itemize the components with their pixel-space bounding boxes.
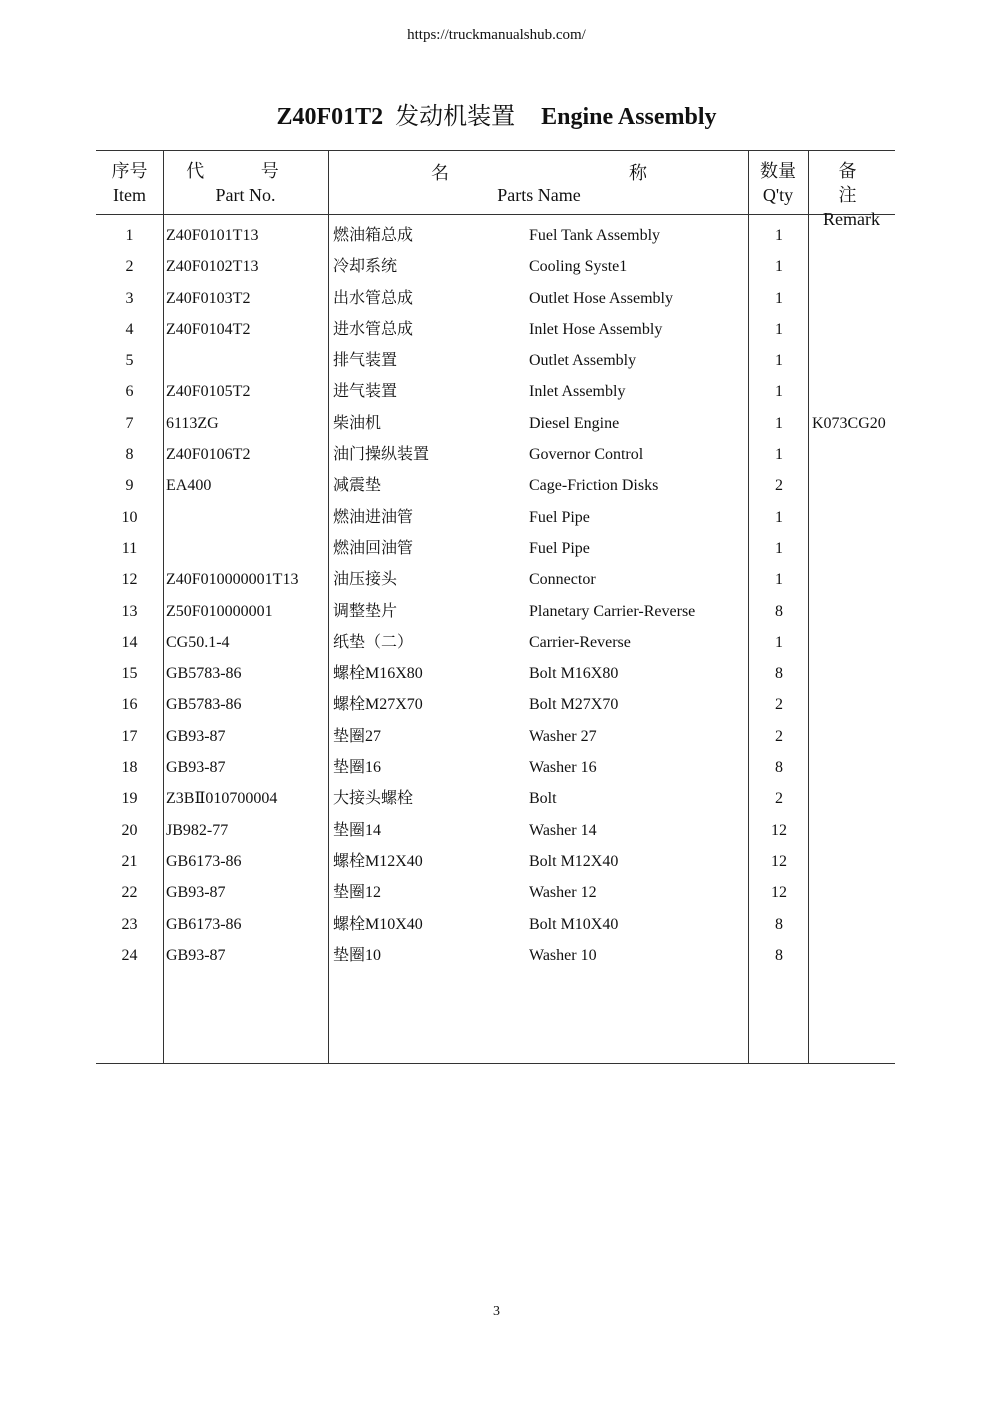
row-item-number: 2 xyxy=(125,258,134,276)
row-item-number: 22 xyxy=(121,884,138,902)
table-row xyxy=(96,283,895,314)
row-part-number: EA400 xyxy=(166,477,212,495)
row-name-english: Carrier-Reverse xyxy=(529,633,631,651)
row-name-english: Bolt M27X70 xyxy=(529,696,619,714)
row-part-number: Z50F010000001 xyxy=(166,602,273,620)
table-row xyxy=(96,783,895,814)
row-name-chinese: 螺栓M12X40 xyxy=(333,852,423,870)
title-chinese: 发动机装置 xyxy=(395,104,516,130)
table-row xyxy=(96,596,895,627)
row-item-number: 6 xyxy=(125,383,134,401)
row-part-number: Z3BⅡ010700004 xyxy=(166,790,278,808)
row-quantity: 8 xyxy=(775,665,783,683)
table-row xyxy=(96,502,895,533)
table-row xyxy=(96,220,895,251)
row-item-number: 7 xyxy=(125,414,134,432)
header-name-en: Parts Name xyxy=(497,185,581,205)
row-quantity: 1 xyxy=(775,633,783,651)
header-qty xyxy=(748,159,808,207)
row-item-number: 14 xyxy=(121,633,138,651)
table-row xyxy=(96,658,895,689)
row-name-english: Washer 16 xyxy=(529,759,597,777)
row-quantity: 1 xyxy=(775,508,783,526)
row-item-number: 15 xyxy=(121,665,138,683)
row-part-number: Z40F0104T2 xyxy=(166,320,251,338)
row-part-number: JB982-77 xyxy=(166,821,229,839)
header-name-cn-left: 名 xyxy=(431,163,449,183)
row-name-english: Bolt xyxy=(529,790,557,808)
table-row xyxy=(96,251,895,282)
header-item-cn: 序号 xyxy=(111,161,148,181)
row-item-number: 9 xyxy=(125,477,134,495)
row-name-english: Washer 27 xyxy=(529,727,597,745)
row-quantity: 1 xyxy=(775,571,783,589)
row-item-number: 23 xyxy=(121,915,138,933)
row-quantity: 1 xyxy=(775,227,783,244)
table-row xyxy=(96,376,895,407)
row-part-number: GB93-87 xyxy=(166,946,226,964)
header-item-en: Item xyxy=(113,185,146,205)
row-name-english: Cooling Syste1 xyxy=(529,258,628,276)
table-row xyxy=(96,877,895,908)
row-quantity: 1 xyxy=(775,352,783,370)
row-item-number: 19 xyxy=(121,790,138,808)
row-quantity: 12 xyxy=(771,852,787,870)
row-name-english: Outlet Assembly xyxy=(529,352,637,370)
header-divider xyxy=(96,214,895,215)
table-row xyxy=(96,533,895,564)
row-quantity: 2 xyxy=(775,727,783,745)
row-item-number: 3 xyxy=(125,289,134,307)
row-name-chinese: 螺栓M27X70 xyxy=(333,696,423,714)
parts-table xyxy=(96,150,895,1064)
row-name-english: Washer 12 xyxy=(529,884,597,902)
table-body xyxy=(96,220,895,971)
row-name-chinese: 进气装置 xyxy=(333,383,398,401)
row-name-chinese: 垫圈16 xyxy=(333,759,382,777)
row-name-chinese: 大接头螺栓 xyxy=(333,790,414,808)
row-name-english: Planetary Carrier-Reverse xyxy=(529,602,696,620)
row-quantity: 8 xyxy=(775,602,783,620)
row-name-chinese: 进水管总成 xyxy=(333,320,414,338)
row-item-number: 1 xyxy=(125,227,134,244)
row-name-english: Fuel Pipe xyxy=(529,539,590,557)
row-item-number: 11 xyxy=(121,539,138,557)
table-row xyxy=(96,345,895,376)
table-row xyxy=(96,564,895,595)
row-quantity: 8 xyxy=(775,759,783,777)
header-remark-cn: 备 注 xyxy=(838,161,877,205)
header-qty-en: Q'ty xyxy=(762,185,794,205)
row-quantity: 8 xyxy=(775,946,783,964)
row-name-chinese: 垫圈27 xyxy=(333,727,382,745)
table-row xyxy=(96,752,895,783)
row-name-chinese: 减震垫 xyxy=(333,477,382,495)
row-name-chinese: 排气装置 xyxy=(333,352,398,370)
row-name-chinese: 油压接头 xyxy=(333,571,398,589)
page-number: 3 xyxy=(493,1304,500,1319)
row-part-number: GB5783-86 xyxy=(166,696,242,714)
row-part-number: 6113ZG xyxy=(166,414,219,432)
header-qty-cn: 数量 xyxy=(760,161,796,181)
row-name-chinese: 螺栓M10X40 xyxy=(333,915,423,933)
row-name-chinese: 出水管总成 xyxy=(333,289,414,307)
row-quantity: 1 xyxy=(775,414,783,432)
row-item-number: 17 xyxy=(121,727,138,745)
table-row xyxy=(96,439,895,470)
header-name-cn-right: 称 xyxy=(629,163,647,183)
row-item-number: 10 xyxy=(121,508,138,526)
row-quantity: 1 xyxy=(775,320,783,338)
row-item-number: 12 xyxy=(121,571,138,589)
row-name-english: Fuel Pipe xyxy=(529,508,590,526)
row-name-chinese: 油门操纵装置 xyxy=(333,446,430,464)
row-name-english: Bolt M10X40 xyxy=(529,915,619,933)
row-name-english: Governor Control xyxy=(529,446,644,464)
row-quantity: 12 xyxy=(771,821,787,839)
row-name-chinese: 调整垫片 xyxy=(333,602,398,620)
source-url[interactable]: https://truckmanualshub.com/ xyxy=(407,27,586,43)
title-code: Z40F01T2 xyxy=(276,104,384,130)
row-part-number: Z40F0102T13 xyxy=(166,258,259,276)
row-part-number: Z40F0106T2 xyxy=(166,446,251,464)
row-part-number: GB6173-86 xyxy=(166,852,242,870)
header-part-en: Part No. xyxy=(215,185,276,205)
row-item-number: 8 xyxy=(125,446,134,464)
row-quantity: 2 xyxy=(775,477,783,495)
row-name-chinese: 燃油回油管 xyxy=(333,539,414,557)
table-row xyxy=(96,940,895,971)
table-row xyxy=(96,721,895,752)
row-part-number: GB93-87 xyxy=(166,727,226,745)
row-quantity: 8 xyxy=(775,915,783,933)
row-item-number: 4 xyxy=(125,320,134,338)
header-part xyxy=(163,159,328,207)
header-remark-en: Remark xyxy=(823,209,880,229)
row-part-number: Z40F0101T13 xyxy=(166,227,259,244)
row-quantity: 1 xyxy=(775,383,783,401)
row-name-english: Fuel Tank Assembly xyxy=(529,227,661,244)
row-part-number: GB6173-86 xyxy=(166,915,242,933)
row-name-english: Diesel Engine xyxy=(529,414,620,432)
row-item-number: 24 xyxy=(121,946,138,964)
header-part-cn: 代 号 xyxy=(186,161,305,181)
table-row xyxy=(96,470,895,501)
row-part-number: CG50.1-4 xyxy=(166,633,230,651)
table-row xyxy=(96,314,895,345)
row-name-english: Inlet Hose Assembly xyxy=(529,320,663,338)
row-name-chinese: 冷却系统 xyxy=(333,258,398,276)
row-name-english: Washer 10 xyxy=(529,946,597,964)
table-row xyxy=(96,408,895,439)
row-name-chinese: 纸垫（二） xyxy=(333,633,414,651)
row-part-number: GB5783-86 xyxy=(166,665,242,683)
row-item-number: 20 xyxy=(121,821,138,839)
row-name-chinese: 螺栓M16X80 xyxy=(333,665,423,683)
row-name-english: Washer 14 xyxy=(529,821,597,839)
row-quantity: 2 xyxy=(775,790,783,808)
table-row xyxy=(96,846,895,877)
row-remark: K073CG20 xyxy=(812,414,886,432)
row-item-number: 18 xyxy=(121,759,138,777)
header-item xyxy=(96,159,163,207)
row-quantity: 2 xyxy=(775,696,783,714)
row-item-number: 13 xyxy=(121,602,138,620)
row-name-english: Bolt M16X80 xyxy=(529,665,619,683)
page-title xyxy=(0,96,993,131)
row-quantity: 1 xyxy=(775,446,783,464)
row-name-english: Outlet Hose Assembly xyxy=(529,289,673,307)
table-row xyxy=(96,627,895,658)
row-quantity: 1 xyxy=(775,258,783,276)
row-name-english: Bolt M12X40 xyxy=(529,852,619,870)
row-name-english: Cage-Friction Disks xyxy=(529,477,659,495)
row-name-english: Inlet Assembly xyxy=(529,383,626,401)
row-part-number: Z40F010000001T13 xyxy=(166,571,299,589)
row-name-chinese: 垫圈12 xyxy=(333,884,382,902)
row-part-number: Z40F0103T2 xyxy=(166,289,251,307)
row-name-chinese: 燃油箱总成 xyxy=(333,227,414,244)
row-item-number: 16 xyxy=(121,696,138,714)
row-quantity: 1 xyxy=(775,289,783,307)
table-row xyxy=(96,815,895,846)
row-part-number: Z40F0105T2 xyxy=(166,383,251,401)
row-part-number: GB93-87 xyxy=(166,884,226,902)
row-part-number: GB93-87 xyxy=(166,759,226,777)
table-row xyxy=(96,689,895,720)
row-name-chinese: 垫圈14 xyxy=(333,821,382,839)
title-english: Engine Assembly xyxy=(541,104,717,130)
row-item-number: 5 xyxy=(125,352,134,370)
row-name-chinese: 燃油进油管 xyxy=(333,508,414,526)
row-name-english: Connector xyxy=(529,571,596,589)
row-name-chinese: 柴油机 xyxy=(333,414,382,432)
table-row xyxy=(96,909,895,940)
row-quantity: 12 xyxy=(771,884,787,902)
row-item-number: 21 xyxy=(121,852,138,870)
row-quantity: 1 xyxy=(775,539,783,557)
row-name-chinese: 垫圈10 xyxy=(333,946,382,964)
